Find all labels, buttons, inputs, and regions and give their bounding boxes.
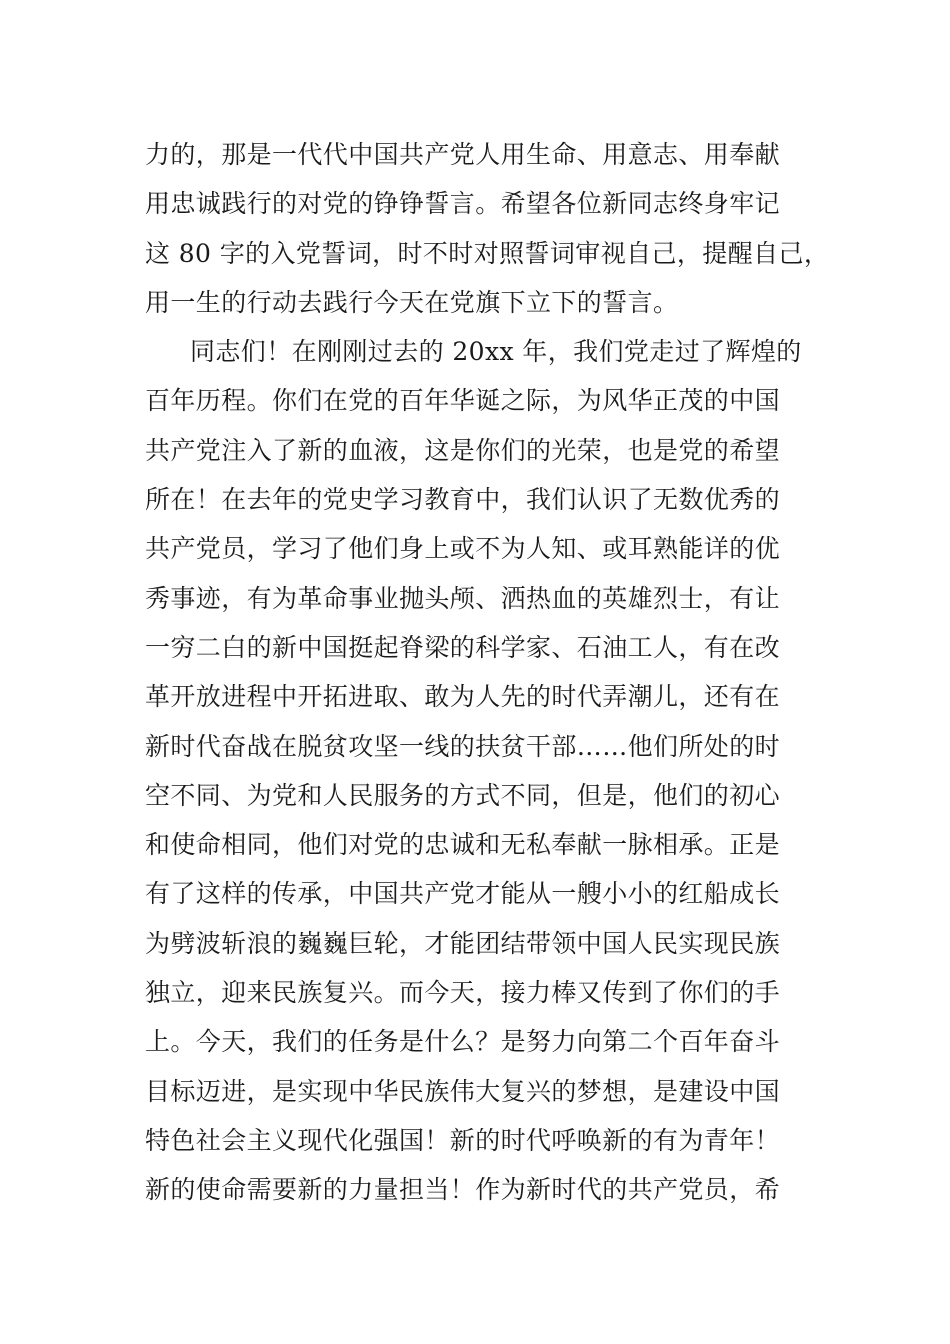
text-line: 共产党注入了新的血液，这是你们的光荣，也是党的希望 xyxy=(145,435,781,465)
text-line: 有了这样的传承，中国共产党才能从一艘小小的红船成长 xyxy=(145,879,781,909)
text-line: 一穷二白的新中国挺起脊梁的科学家、石油工人，有在改 xyxy=(145,632,781,662)
text-line: 力的，那是一代代中国共产党人用生命、用意志、用奉献 xyxy=(145,140,781,169)
text-line: 用忠诚践行的对党的铮铮誓言。希望各位新同志终身牢记 xyxy=(145,189,781,219)
text-line: 秀事迹，有为革命事业抛头颅、洒热血的英雄烈士，有让 xyxy=(145,583,781,613)
text-line: 这 80 字的入党誓词，时不时对照誓词审视自己，提醒自己， xyxy=(145,238,830,268)
text-line: 为劈波斩浪的巍巍巨轮，才能团结带领中国人民实现民族 xyxy=(145,928,781,958)
text-line: 百年历程。你们在党的百年华诞之际，为风华正茂的中国 xyxy=(145,386,781,416)
text-line: 共产党员，学习了他们身上或不为人知、或耳熟能详的优 xyxy=(145,534,781,564)
text-line: 和使命相同，他们对党的忠诚和无私奉献一脉相承。正是 xyxy=(145,830,781,860)
text-line: 新时代奋战在脱贫攻坚一线的扶贫干部……他们所处的时 xyxy=(145,731,781,761)
text-line: 革开放进程中开拓进取、敢为人先的时代弄潮儿，还有在 xyxy=(145,682,781,712)
paragraph-start-line: 同志们！在刚刚过去的 20xx 年，我们党走过了辉煌的 xyxy=(190,337,802,367)
body-text xyxy=(145,130,835,1215)
text-line: 空不同、为党和人民服务的方式不同，但是，他们的初心 xyxy=(145,780,781,810)
text-line: 特色社会主义现代化强国！新的时代呼唤新的有为青年！ xyxy=(145,1125,781,1155)
text-line: 上。今天，我们的任务是什么？是努力向第二个百年奋斗 xyxy=(145,1027,781,1057)
text-line: 所在！在去年的党史学习教育中，我们认识了无数优秀的 xyxy=(145,485,781,515)
text-line: 目标迈进，是实现中华民族伟大复兴的梦想，是建设中国 xyxy=(145,1076,781,1106)
text-line: 新的使命需要新的力量担当！作为新时代的共产党员，希 xyxy=(145,1175,781,1205)
text-line: 独立，迎来民族复兴。而今天，接力棒又传到了你们的手 xyxy=(145,978,781,1008)
text-line: 用一生的行动去践行今天在党旗下立下的誓言。 xyxy=(145,287,679,317)
